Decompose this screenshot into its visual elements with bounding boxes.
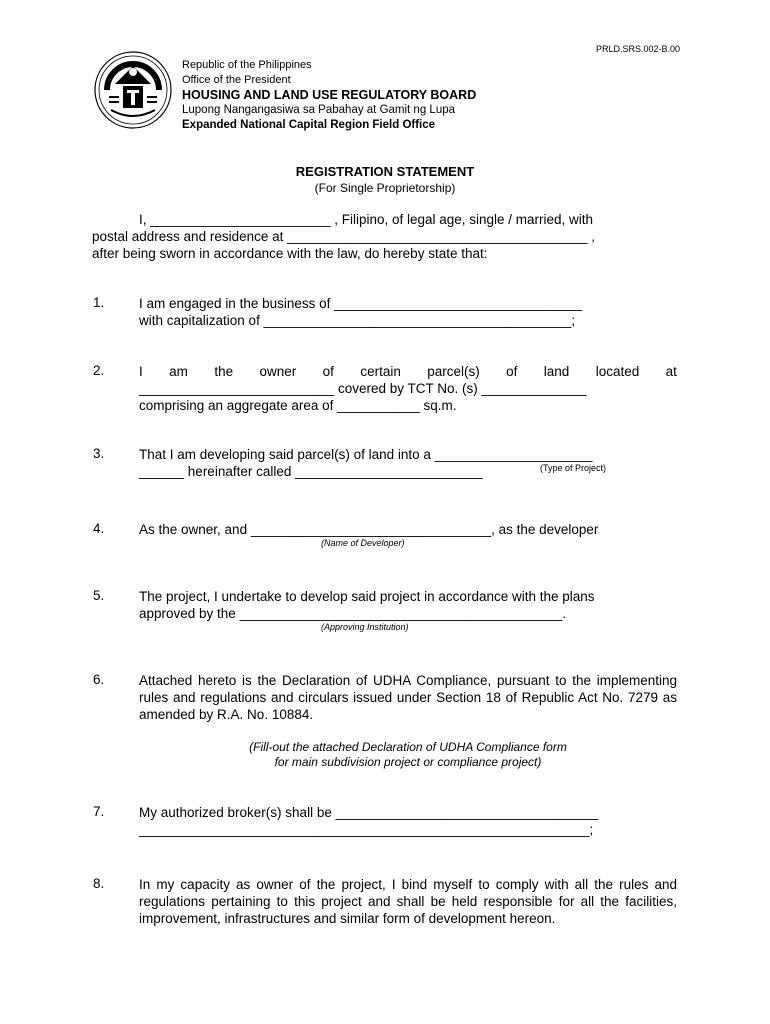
item-number: 2.	[93, 363, 105, 378]
item-number: 3.	[93, 446, 105, 461]
header-agency-name: HOUSING AND LAND USE REGULATORY BOARD	[182, 88, 477, 102]
item-2	[139, 363, 677, 414]
word: owner	[259, 364, 297, 379]
item-number: 8.	[93, 876, 105, 891]
header-republic: Republic of the Philippines	[182, 59, 312, 71]
word: land	[543, 364, 570, 379]
item-4-line-1: As the owner, and ________________________________, as the developer	[139, 522, 599, 537]
item-7-line-2: ____________________________________________________________;	[139, 822, 594, 837]
item-7-line-1: My authorized broker(s) shall be ___________________________________	[139, 805, 599, 820]
word: am	[169, 364, 188, 379]
item-2-line-1	[139, 363, 677, 380]
item-6-text: Attached hereto is the Declaration of UDHA Compliance, pursuant to the implementing rules and regulations and circulars issued under Section 18 of Republic Act No. 7279 as amended by R.A. No. 10884.	[139, 673, 677, 722]
document-subtitle: (For Single Proprietorship)	[314, 181, 456, 195]
intro-line-3: after being sworn in accordance with the law, do hereby state that:	[92, 246, 488, 261]
fill-out-instruction	[139, 740, 677, 770]
intro-paragraph	[92, 211, 676, 262]
item-number: 1.	[93, 295, 105, 310]
hlurb-seal-logo	[93, 50, 173, 130]
word: certain	[360, 364, 401, 379]
fill-note-line-1: (Fill-out the attached Declaration of UDHA Compliance form	[249, 740, 567, 754]
item-2-line-3: comprising an aggregate area of ___________ sq.m.	[139, 398, 457, 413]
item-number: 5.	[93, 588, 105, 603]
fill-note-line-2: for main subdivision project or compliance project)	[274, 755, 542, 769]
word: at	[665, 364, 677, 379]
item-3-line-1: That I am developing said parcel(s) of land into a _____________________	[139, 447, 593, 462]
item-8-text: In my capacity as owner of the project, I bind myself to comply with all the rules and regulations pertaining to this project and shall be held responsible for all the facilities, improvement, infrastructures and similar form of development hereon.	[139, 877, 677, 926]
word: of	[322, 364, 334, 379]
word: of	[506, 364, 518, 379]
word: located	[595, 364, 640, 379]
header-office: Office of the President	[182, 74, 291, 86]
item-1	[139, 295, 677, 329]
item-1-line-2: with capitalization of _________________________________________;	[139, 313, 576, 328]
item-number: 6.	[93, 672, 105, 687]
header-agency-tagalog: Lupong Nangangasiwa sa Pabahay at Gamit ng Lupa	[182, 104, 456, 116]
agency-header	[182, 58, 476, 133]
document-code: PRLD.SRS.002-B.00	[595, 44, 680, 54]
item-5	[139, 588, 677, 622]
item-4	[139, 521, 677, 538]
item-3-line-2: ______ hereinafter called _________________________	[139, 464, 483, 479]
intro-line-2: postal address and residence at ________________________________________ ,	[92, 229, 595, 244]
header-field-office: Expanded National Capital Region Field Office	[182, 119, 436, 131]
item-number: 4.	[93, 521, 105, 536]
item-2-line-2: __________________________ covered by TCT No. (s) ______________	[139, 381, 587, 396]
item-number: 7.	[93, 804, 105, 819]
approving-institution-note: (Approving Institution)	[321, 622, 409, 632]
item-1-line-1: I am engaged in the business of _________________________________	[139, 296, 582, 311]
item-5-line-2: approved by the ___________________________________________.	[139, 606, 567, 621]
intro-line-1: I, ________________________ , Filipino, of legal age, single / married, with	[139, 212, 594, 227]
document-title: REGISTRATION STATEMENT	[295, 164, 475, 179]
type-of-project-note: (Type of Project)	[540, 463, 607, 473]
developer-name-note: (Name of Developer)	[321, 538, 405, 548]
word: the	[214, 364, 234, 379]
item-5-line-1: The project, I undertake to develop said project in accordance with the plans	[139, 589, 595, 604]
item-7	[139, 804, 677, 838]
word: I	[139, 364, 143, 379]
word: parcel(s)	[427, 364, 480, 379]
